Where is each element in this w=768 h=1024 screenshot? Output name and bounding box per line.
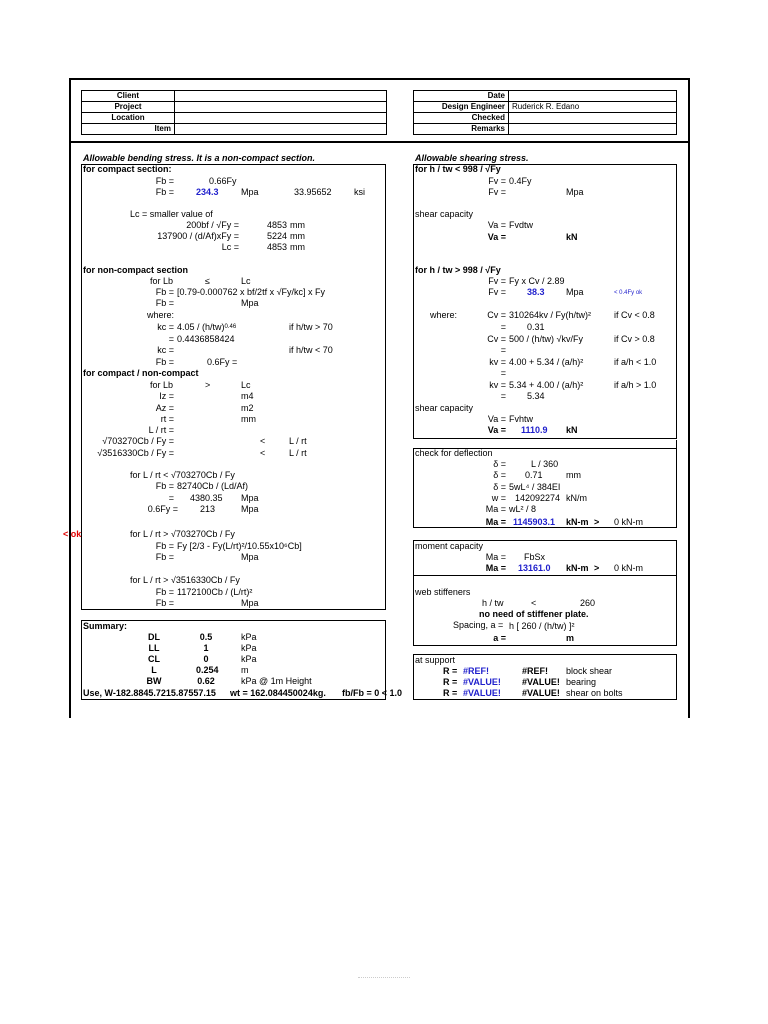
kv4-label: = <box>500 391 506 401</box>
project-label: Project <box>82 102 175 113</box>
fv3-value: Fy x Cv / 2.89 <box>509 276 565 286</box>
moment-heading: moment capacity <box>415 541 484 551</box>
kv3-condition: if a/h > 1.0 <box>614 380 657 390</box>
fb2-value: 234.3 <box>196 187 219 197</box>
design-info-table <box>413 90 677 135</box>
fbnc2-label: Fb = <box>155 298 174 308</box>
where-label: where: <box>146 310 174 320</box>
lb2-op: > <box>205 380 211 390</box>
kc1-condition: if h/tw > 70 <box>289 322 333 332</box>
va3-label: Va = <box>487 414 506 424</box>
az-unit: m2 <box>241 403 254 413</box>
checked-label: Checked <box>414 113 509 124</box>
summary-value: 0.5 <box>199 632 213 642</box>
mom-ma1-label: Ma = <box>485 552 506 562</box>
location-value[interactable] <box>175 113 387 124</box>
cv3-label: Cv = <box>487 334 506 344</box>
summary-title: Summary: <box>83 621 128 631</box>
shear-where: where: <box>430 310 458 320</box>
mom-ma2-label: Ma = <box>485 563 506 573</box>
stiff-ht-right: 260 <box>580 598 596 608</box>
kv1-value: 4.00 + 5.34 / (a/h)² <box>509 357 584 367</box>
defl-ma2-value: 1145903.1 <box>513 517 556 527</box>
summary-value: 0 <box>203 654 209 664</box>
support-r-label: R = <box>443 688 458 698</box>
fv4-note: < 0.4Fy ok <box>614 290 643 296</box>
delta1-value: L / 360 <box>531 459 559 469</box>
engineer-label: Design Engineer <box>414 102 509 113</box>
delta3-value: 5wL⁴ / 384EI <box>509 482 561 492</box>
lc2-value: 5224 <box>266 231 287 241</box>
date-value[interactable] <box>509 91 677 102</box>
case1-06-unit: Mpa <box>241 504 259 514</box>
support-r-desc: block shear <box>566 666 613 676</box>
lrt-label: L / rt = <box>148 425 174 435</box>
support-r-desc: bearing <box>566 677 597 687</box>
lc3-value: 4853 <box>266 242 287 252</box>
shear-title: Allowable shearing stress. <box>415 153 529 163</box>
va3-value: Fvhtw <box>509 414 534 424</box>
defl-ma2-label: Ma = <box>485 517 506 527</box>
stiff-ht-label: h / tw <box>482 598 504 608</box>
cv3-condition: if Cv > 0.8 <box>614 334 655 344</box>
case2-fb2-label: Fb = <box>155 552 174 562</box>
item-label: Item <box>82 124 175 135</box>
case1-heading: for L / rt < √703270Cb / Fy <box>130 470 235 480</box>
cv1-label: Cv = <box>487 310 506 320</box>
shear-h1-heading: for h / tw < 998 / √Fy <box>415 164 501 174</box>
summary-key: DL <box>148 632 160 642</box>
mom-ma2-value: 13161.0 <box>518 563 551 573</box>
case1-fb-label: Fb = <box>155 481 174 491</box>
summary-value: 1 <box>203 643 209 653</box>
stiff-no-need: no need of stiffener plate. <box>479 609 589 619</box>
remarks-value[interactable] <box>509 124 677 135</box>
fb2-label: Fb = <box>155 187 174 197</box>
lb-label: for Lb <box>150 276 174 286</box>
fbnc-value: [0.79-0.000762 x bf/2tf x √Fy/kc] x Fy <box>177 287 326 297</box>
case1-06-value: 213 <box>200 504 216 514</box>
lc-heading: Lc = smaller value of <box>130 209 213 219</box>
fv2-label: Fv = <box>488 187 506 197</box>
lc3-label: Lc = <box>221 242 239 252</box>
kc2-label: = <box>168 334 174 344</box>
cv2-value: 0.31 <box>527 322 545 332</box>
fb06-value: 0.6Fy = <box>207 357 238 367</box>
summary-key: CL <box>148 654 160 664</box>
defl-ma2-right: 0 kN-m <box>614 517 643 527</box>
project-info-table <box>81 90 387 135</box>
project-value[interactable] <box>175 102 387 113</box>
stiff-ht-op: < <box>531 598 537 608</box>
w-value: 142092274 <box>515 493 561 503</box>
kv3-label: kv = <box>489 380 506 390</box>
header-divider <box>69 141 690 143</box>
fb1-value: 0.66Fy <box>209 176 237 186</box>
stiff-spacing-label: Spacing, a = <box>453 620 504 630</box>
case3-fb-value: 1172100Cb / (L/rt)² <box>177 587 253 597</box>
case1-eq-value: 4380.35 <box>190 493 223 503</box>
stiff-a-label: a = <box>493 633 506 643</box>
lb-op: ≤ <box>205 276 210 286</box>
support-r-value2: #VALUE! <box>522 688 560 698</box>
fbnc2-unit: Mpa <box>241 298 259 308</box>
va1-label: Va = <box>487 220 506 230</box>
sq1-right: L / rt <box>289 436 307 446</box>
summary-value: 0.62 <box>197 676 215 686</box>
lc3-unit: mm <box>290 242 305 252</box>
footer-mark <box>358 977 410 980</box>
summary-unit: kPa <box>241 643 257 653</box>
bending-title: Allowable bending stress. It is a non-compact section. <box>83 153 316 163</box>
kc3-condition: if h/tw < 70 <box>289 345 333 355</box>
summary-fb-line: fb/Fb = 0 < 1.0 <box>342 688 403 698</box>
kc1-expr: $4.05 / (h/tw)^{0.46}$ <box>177 322 237 332</box>
fb2-unit: Mpa <box>241 187 259 197</box>
lc1-value: 4853 <box>266 220 287 230</box>
va2-unit: kN <box>566 232 578 242</box>
delta2-unit: mm <box>566 470 581 480</box>
lb2-label: for Lb <box>150 380 174 390</box>
cv2-label: = <box>500 322 506 332</box>
mom-ma2-right: 0 kN-m <box>614 563 643 573</box>
va2-label: Va = <box>487 232 506 242</box>
case2-heading: for L / rt > √703270Cb / Fy <box>130 529 235 539</box>
sq2-op: < <box>260 448 266 458</box>
kv1-condition: if a/h < 1.0 <box>614 357 657 367</box>
delta2-value: 0.71 <box>525 470 543 480</box>
engineer-value[interactable]: Ruderick R. Edano <box>509 102 677 113</box>
stiffeners-heading: web stiffeners <box>415 587 471 597</box>
lc1-label: 200bf / √Fy = <box>186 220 239 230</box>
fv4-unit: Mpa <box>566 287 584 297</box>
cv1-condition: if Cv < 0.8 <box>614 310 655 320</box>
sq1-label: √703270Cb / Fy = <box>102 436 174 446</box>
case3-heading: for L / rt > √3516330Cb / Fy <box>130 575 240 585</box>
date-label: Date <box>414 91 509 102</box>
va4-unit: kN <box>566 425 578 435</box>
defl-ma1-label: Ma = <box>485 504 506 514</box>
remarks-label: Remarks <box>414 124 509 135</box>
fb2-ksi-value: 33.95652 <box>294 187 332 197</box>
kc3-label: kc = <box>157 345 174 355</box>
mom-ma2-op: > <box>594 563 600 573</box>
case2-fb2-unit: Mpa <box>241 552 259 562</box>
case3-fb2-unit: Mpa <box>241 598 259 608</box>
support-r-label: R = <box>443 677 458 687</box>
case1-eq-unit: Mpa <box>241 493 259 503</box>
case2-fb-value: Fy [2/3 - Fy(L/rt)²/10.55x10⁶Cb] <box>177 541 302 551</box>
shear-h2-heading: for h / tw > 998 / √Fy <box>415 265 501 275</box>
defl-ma2-op: > <box>594 517 600 527</box>
cv1-value: 310264kv / Fy(h/tw)² <box>509 310 592 320</box>
sq1-op: < <box>260 436 266 446</box>
w-label: w = <box>491 493 506 503</box>
summary-key: L <box>151 665 157 675</box>
fbnc-label: Fb = <box>155 287 174 297</box>
lb-right: Lc <box>241 276 251 286</box>
summary-key: BW <box>146 676 162 686</box>
deflection-heading: check for deflection <box>415 448 493 458</box>
item-value[interactable] <box>175 124 387 135</box>
rt-label: rt = <box>160 414 174 424</box>
va4-value: 1110.9 <box>521 425 548 435</box>
delta3-label: δ = <box>493 482 506 492</box>
kc1-label: kc = <box>157 322 174 332</box>
rt-unit: mm <box>241 414 256 424</box>
support-r-label: R = <box>443 666 458 676</box>
fv1-label: Fv = <box>488 176 506 186</box>
kv1-label: kv = <box>489 357 506 367</box>
fv2-unit: Mpa <box>566 187 584 197</box>
iz-label: Iz = <box>159 391 174 401</box>
lc1-unit: mm <box>290 220 305 230</box>
cv4-label: = <box>500 345 506 355</box>
ok-flag: < ok <box>63 529 82 539</box>
summary-wt-line: wt = 162.084450024kg. <box>230 688 326 698</box>
location-label: Location <box>82 113 175 124</box>
case1-06-label: 0.6Fy = <box>147 504 178 514</box>
lc2-label: 137900 / (d/Af)xFy = <box>157 231 239 241</box>
support-r-value: #VALUE! <box>463 688 501 698</box>
lb2-right: Lc <box>241 380 251 390</box>
case1-eq-label: = <box>168 493 174 503</box>
fb1-label: Fb = <box>155 176 174 186</box>
lc2-unit: mm <box>290 231 305 241</box>
fv4-label: Fv = <box>488 287 506 297</box>
w-unit: kN/m <box>566 493 587 503</box>
support-r-value: #REF! <box>463 666 490 676</box>
client-label: Client <box>82 91 175 102</box>
case3-fb2-label: Fb = <box>155 598 174 608</box>
checked-value[interactable] <box>509 113 677 124</box>
shear-left-line <box>413 576 414 646</box>
defl-ma2-unit: kN-m <box>566 517 589 527</box>
summary-use-line: Use, W-182.8845.7215.87557.15 <box>83 688 216 698</box>
fb2-ksi-unit: ksi <box>354 187 365 197</box>
noncompact-heading: for non-compact section <box>83 265 189 275</box>
az-label: Az = <box>155 403 174 413</box>
kc2-value: 0.4436858424 <box>177 334 235 344</box>
va1-value: Fvdtw <box>509 220 534 230</box>
shear-box <box>413 164 677 439</box>
case2-fb-label: Fb = <box>155 541 174 551</box>
cv3-value: 500 / (h/tw) √kv/Fy <box>509 334 583 344</box>
fv1-value: 0.4Fy <box>509 176 532 186</box>
kv4-value: 5.34 <box>527 391 545 401</box>
va4-label: Va = <box>487 425 506 435</box>
support-r-value2: #REF! <box>522 666 549 676</box>
sq2-right: L / rt <box>289 448 307 458</box>
case1-fb-value: 82740Cb / (Ld/Af) <box>177 481 249 491</box>
compact-heading: for compact section: <box>83 164 172 174</box>
sq2-label: √3516330Cb / Fy = <box>97 448 174 458</box>
kv3-value: 5.34 + 4.00 / (a/h)² <box>509 380 584 390</box>
defl-ma1-value: wL² / 8 <box>509 504 537 514</box>
delta1-label: δ = <box>493 459 506 469</box>
shear-right-line-2 <box>676 576 677 646</box>
summary-unit: m <box>241 665 249 675</box>
shear-right-line <box>676 440 677 448</box>
shear-capacity-1: shear capacity <box>415 209 474 219</box>
support-r-desc: shear on bolts <box>566 688 623 698</box>
support-r-value: #VALUE! <box>463 677 501 687</box>
fb06-label: Fb = <box>155 357 174 367</box>
mom-ma1-value: FbSx <box>524 552 546 562</box>
fv4-value: 38.3 <box>527 287 545 297</box>
stiffener-bottom-line <box>413 645 677 646</box>
summary-unit: kPa <box>241 654 257 664</box>
summary-unit: kPa <box>241 632 257 642</box>
summary-value: 0.254 <box>196 665 219 675</box>
mom-ma2-unit: kN-m <box>566 563 589 573</box>
fv3-label: Fv = <box>488 276 506 286</box>
client-value[interactable] <box>175 91 387 102</box>
summary-unit: kPa @ 1m Height <box>241 676 312 686</box>
support-heading: at support <box>415 655 456 665</box>
iz-unit: m4 <box>241 391 254 401</box>
kv2-label: = <box>500 368 506 378</box>
delta2-label: δ = <box>493 470 506 480</box>
shear-capacity-2: shear capacity <box>415 403 474 413</box>
summary-key: LL <box>148 643 160 653</box>
case3-fb-label: Fb = <box>155 587 174 597</box>
stiff-spacing-value: h [ 260 / (h/tw) ]² <box>509 621 575 631</box>
support-r-value2: #VALUE! <box>522 677 560 687</box>
compact-noncompact-heading: for compact / non-compact <box>83 368 199 378</box>
stiff-a-unit: m <box>566 633 575 643</box>
